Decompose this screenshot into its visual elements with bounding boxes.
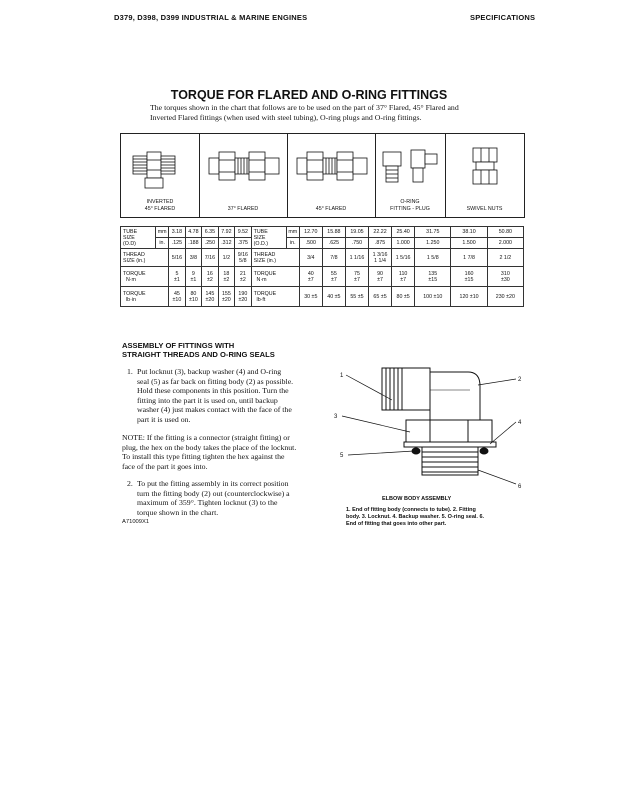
table-cell: 110 ±7: [392, 267, 415, 287]
unit-cell: mm: [156, 227, 169, 238]
row-label-torque-imperial: TORQUE lb·ft: [251, 287, 299, 307]
table-cell: 1 5/8: [415, 249, 451, 267]
oring-fitting-plug-icon: [383, 150, 437, 182]
row-label-torque-nm: TORQUE N·m: [251, 267, 299, 287]
table-cell: .312: [218, 238, 234, 249]
table-cell: 7.92: [218, 227, 234, 238]
table-cell: 5/16: [169, 249, 185, 267]
table-cell: 5 ±1: [169, 267, 185, 287]
fitting-drawings: [121, 140, 524, 200]
table-cell: 1.500: [451, 238, 487, 249]
table-cell: 15.88: [322, 227, 345, 238]
caption-swivel-nuts: SWIVEL NUTS: [466, 206, 503, 212]
elbow-body-assembly-diagram: [330, 360, 530, 490]
table-row: [121, 267, 524, 287]
table-cell: 1/2: [218, 249, 234, 267]
table-cell: 1.250: [415, 238, 451, 249]
table-cell: 2.000: [487, 238, 523, 249]
table-cell: 7/16: [202, 249, 218, 267]
figure-title: ELBOW BODY ASSEMBLY: [382, 496, 452, 502]
table-cell: 40 ±5: [322, 287, 345, 307]
table-cell: 160 ±15: [451, 267, 487, 287]
table-cell: 3/4: [299, 249, 322, 267]
table-cell: 38.10: [451, 227, 487, 238]
callout-5: 5: [340, 453, 344, 459]
table-cell: 9/16 5/8: [235, 249, 251, 267]
table-cell: 100 ±10: [415, 287, 451, 307]
callout-3: 3: [334, 414, 338, 420]
table-cell: 145 ±20: [202, 287, 218, 307]
table-cell: 6.35: [202, 227, 218, 238]
table-cell: 3/8: [185, 249, 201, 267]
table-cell: .375: [235, 238, 251, 249]
threaded-end-drawing: [422, 447, 478, 475]
table-cell: 75 ±7: [345, 267, 368, 287]
table-cell: 45 ±10: [169, 287, 185, 307]
table-cell: 22.22: [369, 227, 392, 238]
table-cell: 55 ±5: [345, 287, 368, 307]
intro-line-2: Inverted Flared fittings (when used with steel tubing), O-ring plugs and O-ring fittings.: [150, 113, 422, 122]
intro-line-1: The torques shown in the chart that follows are to be used on the part of 37° Flared, 45° Flared and: [150, 103, 459, 112]
table-cell: .875: [369, 238, 392, 249]
table-cell: 65 ±5: [369, 287, 392, 307]
callout-4: 4: [518, 420, 522, 426]
reference-code: A71009X1: [122, 519, 150, 525]
fitting-body-drawing: [382, 368, 480, 420]
table-cell: 50.80: [487, 227, 523, 238]
swivel-nut-icon: [473, 148, 497, 184]
table-cell: 135 ±15: [415, 267, 451, 287]
table-cell: 4.78: [185, 227, 201, 238]
table-cell: 9 ±1: [185, 267, 201, 287]
row-label-thread-size: THREAD SIZE (in.): [251, 249, 299, 267]
row-label-torque-nm: TORQUE N·m: [121, 267, 169, 287]
table-row: [121, 249, 524, 267]
table-cell: 1 3/16 1 1/4: [369, 249, 392, 267]
table-row: [121, 227, 524, 238]
callout-6: 6: [518, 484, 522, 490]
table-cell: 55 ±7: [322, 267, 345, 287]
table-cell: 3.18: [169, 227, 185, 238]
table-cell: 30 ±5: [299, 287, 322, 307]
table-cell: 7/8: [322, 249, 345, 267]
table-cell: .125: [169, 238, 185, 249]
table-cell: 16 ±2: [202, 267, 218, 287]
table-row: [121, 238, 524, 249]
table-cell: 1.000: [392, 238, 415, 249]
flared-37-fitting-icon: [209, 152, 279, 180]
table-cell: 40 ±7: [299, 267, 322, 287]
table-cell: 120 ±10: [451, 287, 487, 307]
table-cell: .625: [322, 238, 345, 249]
table-cell: 190 ±20: [235, 287, 251, 307]
page-title: TORQUE FOR FLARED AND O-RING FITTINGS: [170, 88, 448, 102]
table-cell: 9.52: [235, 227, 251, 238]
table-cell: 1 1/16: [345, 249, 368, 267]
caption-oring-fitting-plug: O-RING FITTING - PLUG: [390, 199, 430, 212]
torque-spec-table: [120, 226, 524, 307]
unit-cell: in.: [286, 238, 299, 249]
table-cell: 21 ±2: [235, 267, 251, 287]
inverted-flared-fitting-icon: [133, 152, 175, 188]
fittings-illustration-panel: [120, 133, 525, 218]
page-header-left: D379, D398, D399 INDUSTRIAL & MARINE ENGINES: [114, 13, 308, 22]
unit-cell: mm: [286, 227, 299, 238]
table-cell: 230 ±20: [487, 287, 523, 307]
table-cell: .250: [202, 238, 218, 249]
table-cell: 155 ±20: [218, 287, 234, 307]
assembly-note: NOTE: If the fitting is a connector (straight fitting) or plug, the hex on the body takes the place of the locknut. To install this type fitting tighten the hex against the face of the part it goes into.: [122, 433, 297, 471]
backup-washer-drawing: [404, 442, 496, 447]
table-cell: 19.05: [345, 227, 368, 238]
unit-cell: in.: [156, 238, 169, 249]
locknut-drawing: [406, 420, 492, 442]
table-cell: .500: [299, 238, 322, 249]
table-cell: 12.70: [299, 227, 322, 238]
table-cell: 2 1/2: [487, 249, 523, 267]
caption-inverted-flared: INVERTED 45° FLARED: [144, 199, 176, 212]
table-cell: .750: [345, 238, 368, 249]
table-cell: 80 ±10: [185, 287, 201, 307]
row-label-tube-size: TUBE SIZE (O.D.): [251, 227, 286, 249]
page-header-right: SPECIFICATIONS: [470, 13, 536, 22]
callout-1: 1: [340, 373, 344, 379]
flared-45-fitting-icon: [297, 152, 367, 180]
table-cell: 18 ±2: [218, 267, 234, 287]
callout-2: 2: [518, 377, 522, 383]
row-label-torque-imperial: TORQUE lb·in: [121, 287, 169, 307]
caption-45-flared: 45° FLARED: [315, 206, 347, 212]
caption-37-flared: 37° FLARED: [227, 206, 259, 212]
table-cell: 1 5/16: [392, 249, 415, 267]
table-cell: 25.40: [392, 227, 415, 238]
table-cell: 310 ±30: [487, 267, 523, 287]
table-cell: .188: [185, 238, 201, 249]
assembly-heading: ASSEMBLY OF FITTINGS WITH STRAIGHT THREADS AND O-RING SEALS: [122, 341, 275, 359]
table-cell: 90 ±7: [369, 267, 392, 287]
table-cell: 1 7/8: [451, 249, 487, 267]
row-label-thread-size: THREAD SIZE (in.): [121, 249, 169, 267]
table-cell: 31.75: [415, 227, 451, 238]
table-row: [121, 287, 524, 307]
figure-caption: 1. End of fitting body (connects to tube). 2. Fitting body. 3. Locknut. 4. Backup washer. 5. O-ring seal. 6. End of fitting that goes into other part.: [346, 507, 485, 527]
table-cell: 80 ±5: [392, 287, 415, 307]
row-label-tube-size: TUBE SIZE (O.D): [121, 227, 156, 249]
